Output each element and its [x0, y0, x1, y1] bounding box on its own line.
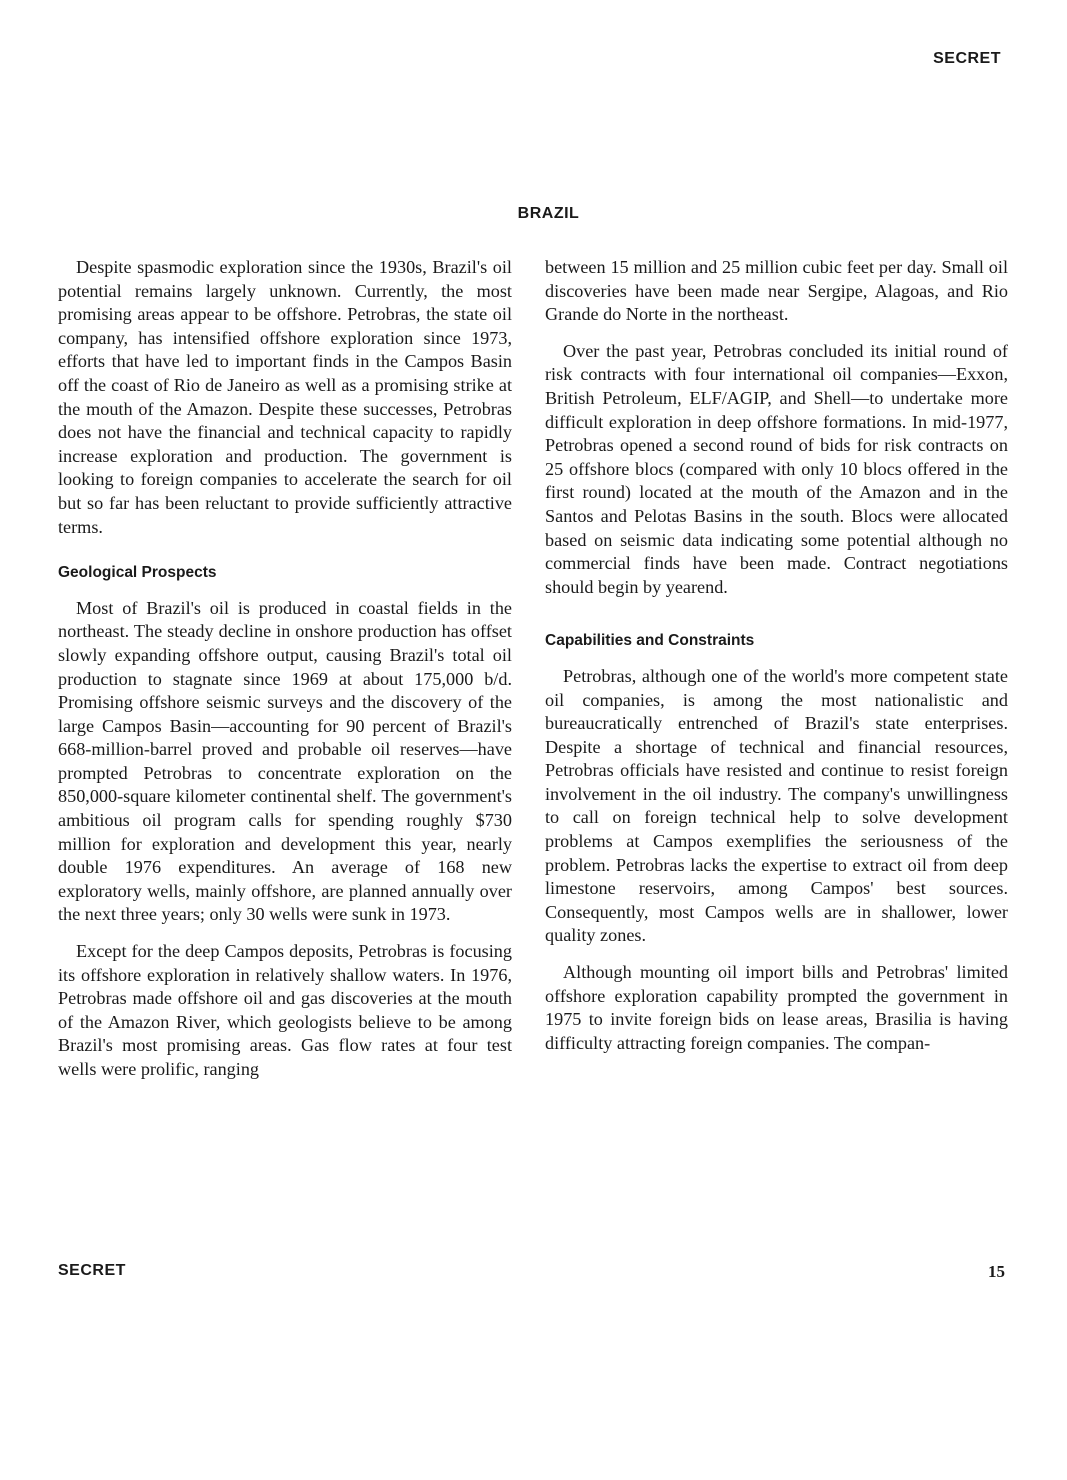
- geology-paragraph-2: Except for the deep Campos deposits, Petrobras is focusing its offshore exploration in relatively shallow waters. In 1976, Petrobras made offshore oil and gas discoveries at the mouth of the Amazon River, which geologists believe to be among Brazil's most promising areas. Gas flow rates at four test wells were prolific, ranging: [58, 941, 512, 1079]
- geology-paragraph-3: Over the past year, Petrobras concluded its initial round of risk contracts with four international oil companies—Exxon, British Petroleum, ELF/AGIP, and Shell—to undertake more difficult exploration in deep offshore formations. In mid-1977, Petrobras opened a second round of bids for risk contracts on 25 offshore blocs (compared with only 10 blocs offered in the first round) located at the mouth of the Amazon and in the Santos and Pelotas Basins in the south. Blocs were allocated based on seismic data indicating some potential although no commercial finds have been made. Contract negotiations should begin by yearend.: [545, 340, 1008, 597]
- bottom-classification-marking: SECRET: [58, 1262, 126, 1279]
- capabilities-paragraph-2: Although mounting oil import bills and Petrobras' limited offshore exploration capability prompted the government in 1975 to invite foreign bids on lease areas, Brasilia is having difficulty attracting foreign companies. The compan-: [545, 962, 1008, 1053]
- section-heading-geological-prospects: Geological Prospects: [58, 564, 217, 582]
- section-heading-capabilities-constraints: Capabilities and Constraints: [545, 632, 755, 650]
- geology-paragraph-1: Most of Brazil's oil is produced in coastal fields in the northeast. The steady decline in onshore production has offset slowly expanding offshore output, causing Brazil's total oil production to stagnate since 1969 at about 175,000 b/d. Promising offshore seismic surveys and the discovery of the large Campos Basin—accounting for 90 percent of Brazil's 668-million-barrel proved and probable oil reserves—have prompted Petrobras to concentrate exploration on the 850,000-square kilometer continental shelf. The government's ambitious oil program calls for spending roughly $730 million for exploration and development this year, nearly double 1976 expenditures. An average of 168 new exploratory wells, mainly offshore, are planned annually over the next three years; only 30 wells were sunk in 1973.: [58, 597, 512, 925]
- intro-paragraph: Despite spasmodic exploration since the 1930s, Brazil's oil potential remains largely unknown. Currently, the most promising areas appear to be offshore. Petrobras, the state oil company, has intensified offshore exploration since 1973, efforts that have led to important finds in the Campos Basin off the coast of Rio de Janeiro as well as a promising strike at the mouth of the Amazon. Despite these successes, Petrobras does not have the financial and technical capacity to rapidly increase exploration and production. The government is looking to foreign companies to accelerate the search for oil but so far has been reluctant to provide sufficiently attractive terms.: [58, 257, 512, 537]
- top-classification-marking: SECRET: [933, 50, 1001, 67]
- right-column: [545, 256, 1008, 1068]
- page-title: BRAZIL: [517, 205, 580, 222]
- left-column: [58, 256, 512, 1095]
- page-number: 15: [988, 1262, 1005, 1281]
- geology-paragraph-2-continued: between 15 million and 25 million cubic feet per day. Small oil discoveries have been made near Sergipe, Alagoas, and Rio Grande do Norte in the northeast.: [545, 257, 1008, 325]
- capabilities-paragraph-1: Petrobras, although one of the world's more competent state oil companies, is among the most nationalistic and bureaucratically entrenched of Brazil's state enterprises. Despite a shortage of technical and financial resources, Petrobras officials have resisted and continue to resist foreign involvement in the oil industry. The company's unwillingness to call on foreign technical help to solve development problems at Campos exemplifies the seriousness of the problem. Petrobras lacks the expertise to extract oil from deep limestone reservoirs, among Campos' best sources. Consequently, most Campos wells are in shallower, lower quality zones.: [545, 665, 1008, 946]
